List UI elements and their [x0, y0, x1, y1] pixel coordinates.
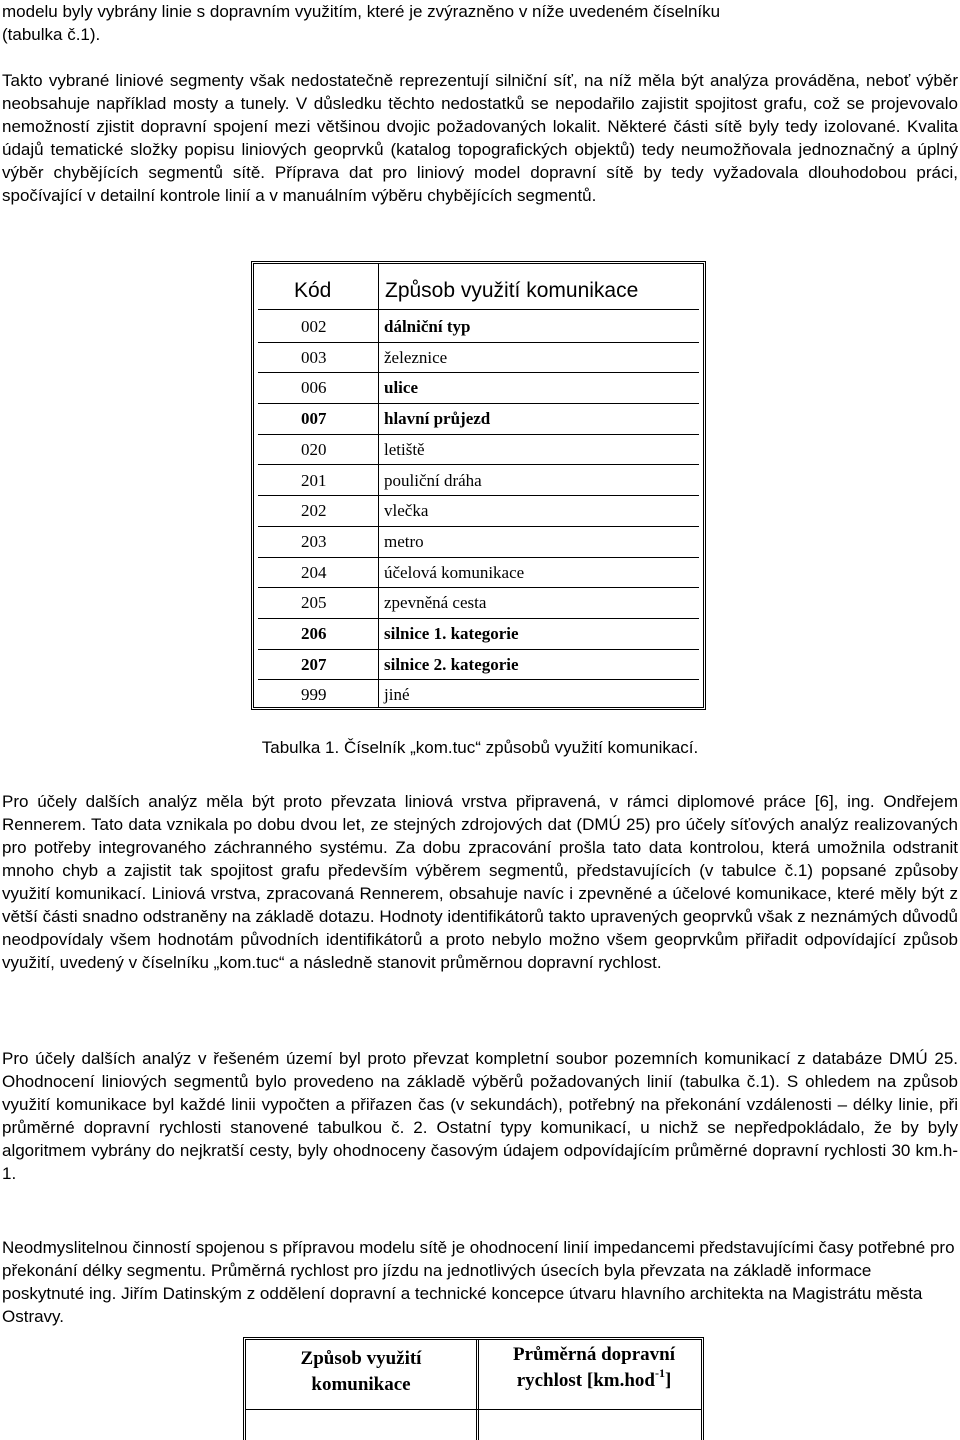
header-speed-unit: rychlost [km.hod	[516, 1370, 655, 1391]
table-1-caption: Tabulka 1. Číselník „kom.tuc“ způsobů využití komunikací.	[261, 738, 699, 757]
row-code: 202	[301, 501, 327, 521]
usage-codes-table	[251, 261, 706, 710]
table-header-code: Kód	[294, 279, 332, 302]
row-usage: účelová komunikace	[384, 562, 525, 582]
row-code: 205	[301, 593, 327, 613]
intro-line-1: modelu byly vybrány linie s dopravním využitím, které je zvýrazněno v níže uvedeném číselníku	[2, 2, 721, 21]
paragraph-1: Takto vybrané liniové segmenty však nedostatečně reprezentují silniční síť, na níž měla být analýza prováděna, neboť výběr neobsahuje například mosty a tunely. V důsledku těchto nedostatků se nepodařilo zajistit spojitost grafu, což se projevovalo nemožností zjistit dopravní spojení mezi většinou dvojic požadovaných lokalit. Některé části sítě byly tedy izolované. Kvalita údajů tematické složky popisu liniových geoprvků (katalog topografických objektů) tedy neumožňovala jednoznačný a úplný výběr chybějících segmentů sítě. Příprava dat pro liniový model dopravní sítě by tedy vyžadovala dlouhodobou práci, spočívající v detailní kontrole linií a v manuálním výběru chybějících segmentů.	[2, 71, 958, 205]
row-code: 206	[301, 624, 327, 643]
row-usage: pouliční dráha	[384, 470, 482, 490]
intro-line-2: (tabulka č.1).	[2, 25, 101, 44]
row-code: 999	[301, 685, 327, 705]
row-usage: hlavní průjezd	[384, 409, 491, 429]
speed-table-header-divider	[246, 1409, 701, 1410]
row-usage: železnice	[384, 347, 448, 367]
row-code: 003	[301, 347, 327, 367]
header-speed-exponent: -1	[654, 1365, 665, 1380]
table-row	[254, 343, 703, 374]
paragraph-3: Pro účely dalších analýz v řešeném území byl proto převzat kompletní soubor pozemních komunikací z databáze DMÚ 25. Ohodnocení liniových segmentů bylo provedeno na základě výběrů požadovaných linií (tabulka č.1). S ohledem na způsob využití komunikace byl každé linii vypočten a přiřazen čas (v sekundách), potřebný na překonání vzdálenosti – délky linie, při průměrné dopravní rychlosti stanovené tabulkou č. 2. Ostatní typy komunikací, u nichž se nepředpokládalo, že by byly algoritmem vybrány do nejkratší cesty, byly ohodnoceny časovým údajem odpovídajícím průměrné dopravní rychlosti 30 km.h-1.	[2, 1049, 958, 1183]
table-row	[254, 466, 703, 497]
table-row	[254, 373, 703, 404]
row-usage: jiné	[384, 685, 410, 705]
table-row	[254, 558, 703, 589]
row-usage: silnice 2. kategorie	[384, 654, 519, 674]
paragraph-2: Pro účely dalších analýz měla být proto převzata liniová vrstva připravená, v rámci diplomové práce [6], ing. Ondřejem Rennerem. Tato data vznikala po dobu dvou let, ze stejných zdrojových dat (DMÚ 25) pro účely síťových analýz realizovaných pro potřeby integrovaného záchranného systému. Za dobu zpracování prošla tato data kontrolou, která umožnila odstranit mnoho chyb a zajistit tak spojitost grafu především výběrem segmentů, představujících (v tabulce č.1) popsané způsoby využití komunikací. Liniová vrstva, zpracovaná Rennerem, obsahuje navíc i zpevněné a účelové komunikace, které měly být z větší části snadno odstraněny na základě dotazu. Hodnoty identifikátorů takto upravených geoprvků však z neznámých důvodů neodpovídaly všem hodnotám původních identifikátorů a proto nebylo možno všem geoprvkům přiřadit odpovídající způsob využití, uvedený v číselníku „kom.tuc“ a následně stanovit průměrnou dopravní rychlost.	[2, 792, 958, 972]
speed-table-header-usage	[248, 1346, 474, 1398]
table-row	[254, 680, 703, 711]
row-code: 002	[301, 317, 327, 336]
row-usage: zpevněná cesta	[384, 593, 487, 613]
row-code: 207	[301, 654, 327, 674]
row-code: 006	[301, 378, 327, 398]
paragraph-4: Neodmyslitelnou činností spojenou s přípravou modelu sítě je ohodnocení linií impedancemi představujícími časy potřebné pro překonání délky segmentu. Průměrná rychlost pro jízdu na jednotlivých úsecích byla převzata na základě informace poskytnuté ing. Jiřím Datinským z oddělení dopravní a technické koncepce útvaru hlavního architekta na Magistrátu města Ostravy.	[2, 1238, 955, 1326]
table-row	[254, 312, 703, 343]
header-usage-line-1: Způsob využití	[300, 1348, 422, 1369]
header-speed-bracket: ]	[664, 1370, 672, 1391]
row-code: 020	[301, 439, 327, 459]
row-code: 201	[301, 470, 327, 490]
table-row	[254, 588, 703, 619]
table-header-divider	[258, 309, 699, 310]
row-usage: vlečka	[384, 501, 429, 521]
row-usage: silnice 1. kategorie	[384, 624, 519, 643]
speed-table-column-divider	[476, 1340, 479, 1440]
row-usage: dálniční typ	[384, 317, 471, 336]
table-row	[254, 527, 703, 558]
speed-table-header-speed	[481, 1342, 707, 1394]
row-usage: ulice	[384, 378, 418, 398]
table-row	[254, 496, 703, 527]
row-code: 007	[301, 409, 327, 429]
header-speed-line-1: Průměrná dopravní	[512, 1344, 676, 1365]
table-row	[254, 650, 703, 681]
table-row	[254, 404, 703, 435]
row-usage: metro	[384, 531, 424, 551]
table-row	[254, 435, 703, 466]
table-header-usage: Způsob využití komunikace	[385, 279, 639, 302]
row-code: 204	[301, 562, 327, 582]
row-code: 203	[301, 531, 327, 551]
table-row	[254, 619, 703, 650]
speed-table	[243, 1337, 704, 1440]
intro-text	[2, 0, 958, 46]
header-usage-line-2: komunikace	[311, 1374, 411, 1395]
row-usage: letiště	[384, 439, 425, 459]
header-speed-line-2	[516, 1365, 672, 1391]
